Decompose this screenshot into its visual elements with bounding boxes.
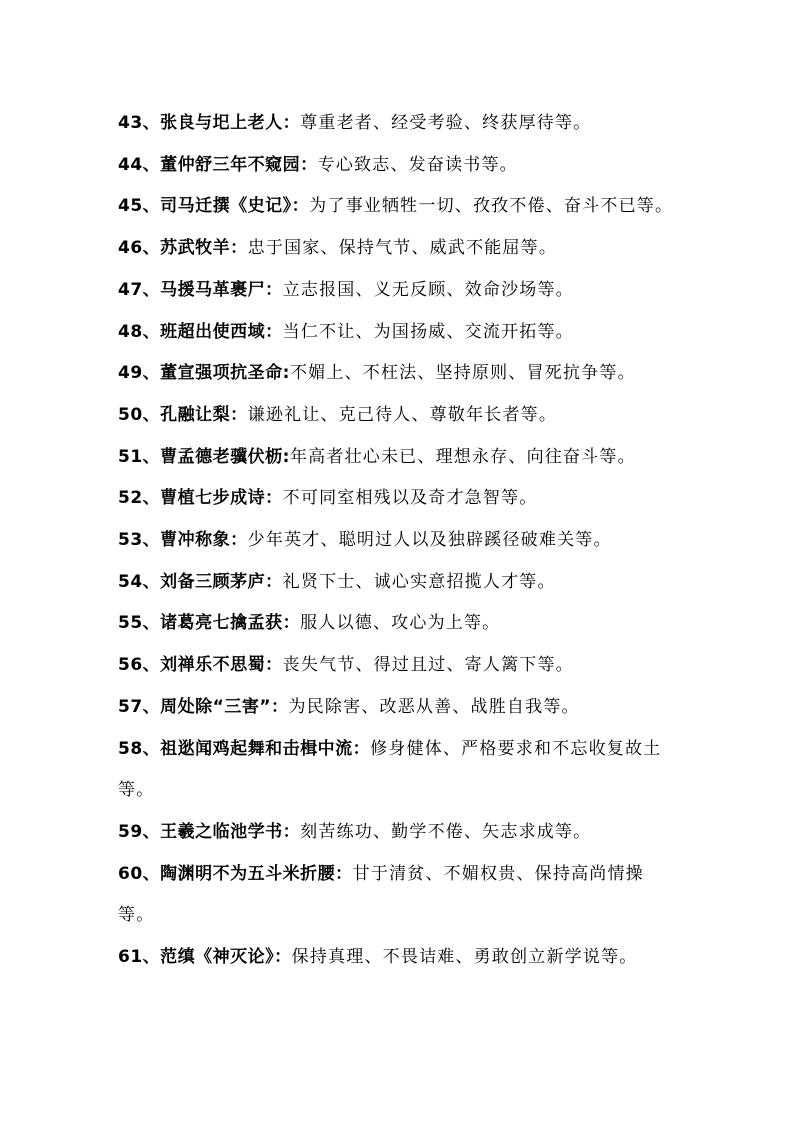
- entry-body: 立志报国、义无反顾、效命沙场等。: [282, 279, 574, 300]
- list-item: [118, 478, 678, 520]
- list-item: [118, 186, 678, 228]
- list-item: [118, 395, 678, 437]
- list-item: [118, 437, 678, 479]
- entry-title: 52、曹植七步成诗：: [118, 488, 283, 509]
- entry-title: 49、董宣强项抗圣命:: [118, 363, 290, 384]
- entry-title: 47、马援马革裹尸：: [118, 279, 283, 300]
- list-item: [118, 353, 678, 395]
- entry-title: 51、曹孟德老骥伏枥:: [118, 446, 290, 467]
- entry-body: 谦逊礼让、克己待人、尊敬年长者等。: [247, 404, 558, 425]
- entry-body: 年高者壮心未已、理想永存、向往奋斗等。: [289, 446, 636, 467]
- entry-title: 60、陶渊明不为五斗米折腰：: [118, 863, 353, 884]
- entry-title: 48、班超出使西域：: [118, 321, 283, 342]
- list-item: [118, 520, 678, 562]
- entry-body: 不媚上、不枉法、坚持原则、冒死抗争等。: [289, 363, 636, 384]
- entry-body: 不可同室相残以及奇才急智等。: [282, 488, 538, 509]
- list-item: [118, 562, 678, 604]
- entry-body: 忠于国家、保持气节、威武不能屈等。: [247, 238, 558, 259]
- entry-body: 保持真理、不畏诘难、勇敢创立新学说等。: [291, 947, 638, 968]
- entry-body: 为了事业牺牲一切、孜孜不倦、奋斗不已等。: [309, 196, 674, 217]
- list-item: [118, 645, 678, 687]
- entry-title: 46、苏武牧羊：: [118, 238, 248, 259]
- entry-title: 56、刘禅乐不思蜀：: [118, 655, 283, 676]
- entry-title: 61、范缜《神灭论》：: [118, 947, 292, 968]
- entry-title: 55、诸葛亮七擒孟获：: [118, 613, 301, 634]
- entry-body: 甘于清贫、不媚权贵、保持高尚情操等。: [118, 863, 644, 926]
- list-item: [118, 812, 678, 854]
- entry-body: 丧失气节、得过且过、寄人篱下等。: [282, 655, 574, 676]
- entry-body: 服人以德、攻心为上等。: [300, 613, 501, 634]
- entry-title: 43、张良与圯上老人：: [118, 113, 301, 133]
- entry-body: 礼贤下士、诚心实意招揽人才等。: [282, 571, 556, 592]
- list-item: [118, 228, 678, 270]
- entry-title: 58、祖逖闻鸡起舞和击楫中流：: [118, 738, 371, 759]
- entry-title: 50、孔融让梨：: [118, 404, 248, 425]
- entry-body: 修身健体、严格要求和不忘收复故土等。: [118, 738, 662, 801]
- list-item: [118, 729, 678, 812]
- entry-body: 尊重老者、经受考验、终获厚待等。: [300, 113, 592, 133]
- entry-title: 44、董仲舒三年不窥园：: [118, 154, 318, 175]
- entry-title: 57、周处除“三害”：: [118, 696, 289, 717]
- list-item: [118, 687, 678, 729]
- list-item: [118, 103, 678, 145]
- entry-body: 为民除害、改恶从善、战胜自我等。: [288, 696, 580, 717]
- list-item: [118, 603, 678, 645]
- entry-body: 专心致志、发奋读书等。: [317, 154, 518, 175]
- list-item: [118, 854, 678, 937]
- entry-title: 59、王羲之临池学书：: [118, 821, 301, 842]
- list-item: [118, 145, 678, 187]
- entry-title: 45、司马迁撰《史记》：: [118, 196, 310, 217]
- entry-body: 少年英才、聪明过人以及独辟蹊径破难关等。: [247, 530, 612, 551]
- list-item: [118, 937, 678, 979]
- entry-list: [118, 103, 678, 979]
- entry-body: 刻苦练功、勤学不倦、矢志求成等。: [300, 821, 592, 842]
- list-item: [118, 270, 678, 312]
- list-item: [118, 312, 678, 354]
- entry-body: 当仁不让、为国扬威、交流开拓等。: [282, 321, 574, 342]
- entry-title: 54、刘备三顾茅庐：: [118, 571, 283, 592]
- entry-title: 53、曹冲称象：: [118, 530, 248, 551]
